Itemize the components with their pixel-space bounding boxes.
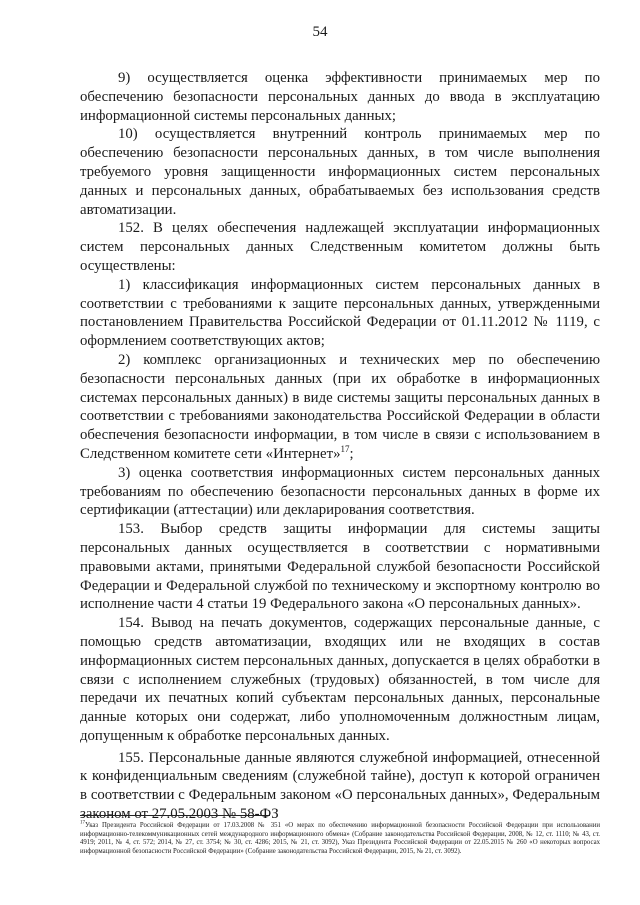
footnote <box>80 822 600 856</box>
paragraph-item-10: 10) осуществляется внутренний контроль принимаемых мер по обеспечению безопасности персональных данных, в том числе выполнения требуемого уровня защищенности информационных систем персональных данных и персональных данных, обрабатываемых без использования средств автоматизации. <box>80 126 600 218</box>
footnote-reference: 17 <box>340 444 350 455</box>
paragraph-152-item-1: 1) классификация информационных систем персональных данных в соответствии с требованиями к защите персональных данных, утвержденными постановлением Правительства Российской Федерации от 01.11.2012 № 1119, с оформлением соответствующих актов; <box>80 276 600 350</box>
paragraph-152: 152. В целях обеспечения надлежащей эксплуатации информационных систем персональных данных Следственным комитетом должны быть осуществлены: <box>80 220 600 274</box>
paragraph-155: 155. Персональные данные являются служебной информацией, отнесенной к конфиденциальным сведениям (служебной тайне), доступ к которой ограничен в соответствии с Федеральным законом «О персональных данных», Федеральным законом от 27.05.2003 № 58-ФЗ <box>80 749 600 823</box>
paragraph-153: 153. Выбор средств защиты информации для системы защиты персональных данных осуществляется в соответствии с нормативными правовыми актами, принятыми Федеральной службой безопасности Российской Федерации и Федеральной службой по техническому и экспортному контролю во исполнение части 4 статьи 19 Федерального закона «О персональных данных». <box>80 521 600 613</box>
page-number: 54 <box>312 24 328 40</box>
body-text <box>80 69 600 824</box>
footnote-divider <box>80 815 270 816</box>
paragraph-item-9: 9) осуществляется оценка эффективности принимаемых мер по обеспечению безопасности персональных данных до ввода в эксплуатацию информационной системы персональных данных; <box>80 70 600 124</box>
footnote-marker: 17 <box>80 820 85 826</box>
paragraph-152-item-2-end: ; <box>349 445 354 462</box>
footnote-text: Указ Президента Российской Федерации от 17.03.2008 № 351 «О мерах по обеспечению информационной безопасности Российской Федерации при использовании информационно-телекоммуникационных сетей международного информационного обмена» (Собрание законодательства Российской Федерации, 2008, № 12, ст. 1110; № 43, ст. 4919; 2011, № 4, ст. 572; 2014, № 27, ст. 3754; № 30, ст. 4286; 2015, № 21, ст. 3092), Указ Президента Российской Федерации от 22.05.2015 № 260 «О некоторых вопросах информационной безопасности Российской Федерации» (Собрание законодательства Российской Федерации, 2015, № 21, ст. 3092). <box>80 822 600 855</box>
paragraph-152-item-2-text: 2) комплекс организационных и технических мер по обеспечению безопасности персональных данных (при их обработке в информационных системах персональных данных) в виде системы защиты персональных данных в соответствии с требованиями законодательства Российской Федерации в области обеспечения безопасности информации, в том числе в связи с использованием в Следственном комитете сети «Интернет» <box>80 351 600 462</box>
paragraph-152-item-2 <box>80 351 600 464</box>
paragraph-154: 154. Вывод на печать документов, содержащих персональные данные, с помощью средств автоматизации, входящих или не входящих в состав информационных систем персональных данных, допускается в целях обработки в связи с исполнением служебных (трудовых) обязанностей, в том числе для передачи их печатных копий субъектам персональных данных, персональные данные которых они содержат, либо уполномоченным должностным лицам, допущенным к обработке персональных данных. <box>80 615 600 744</box>
paragraph-152-item-3: 3) оценка соответствия информационных систем персональных данных требованиям по обеспечению безопасности персональных данных в форме их сертификации (аттестации) или декларирования соответствия. <box>80 464 600 519</box>
